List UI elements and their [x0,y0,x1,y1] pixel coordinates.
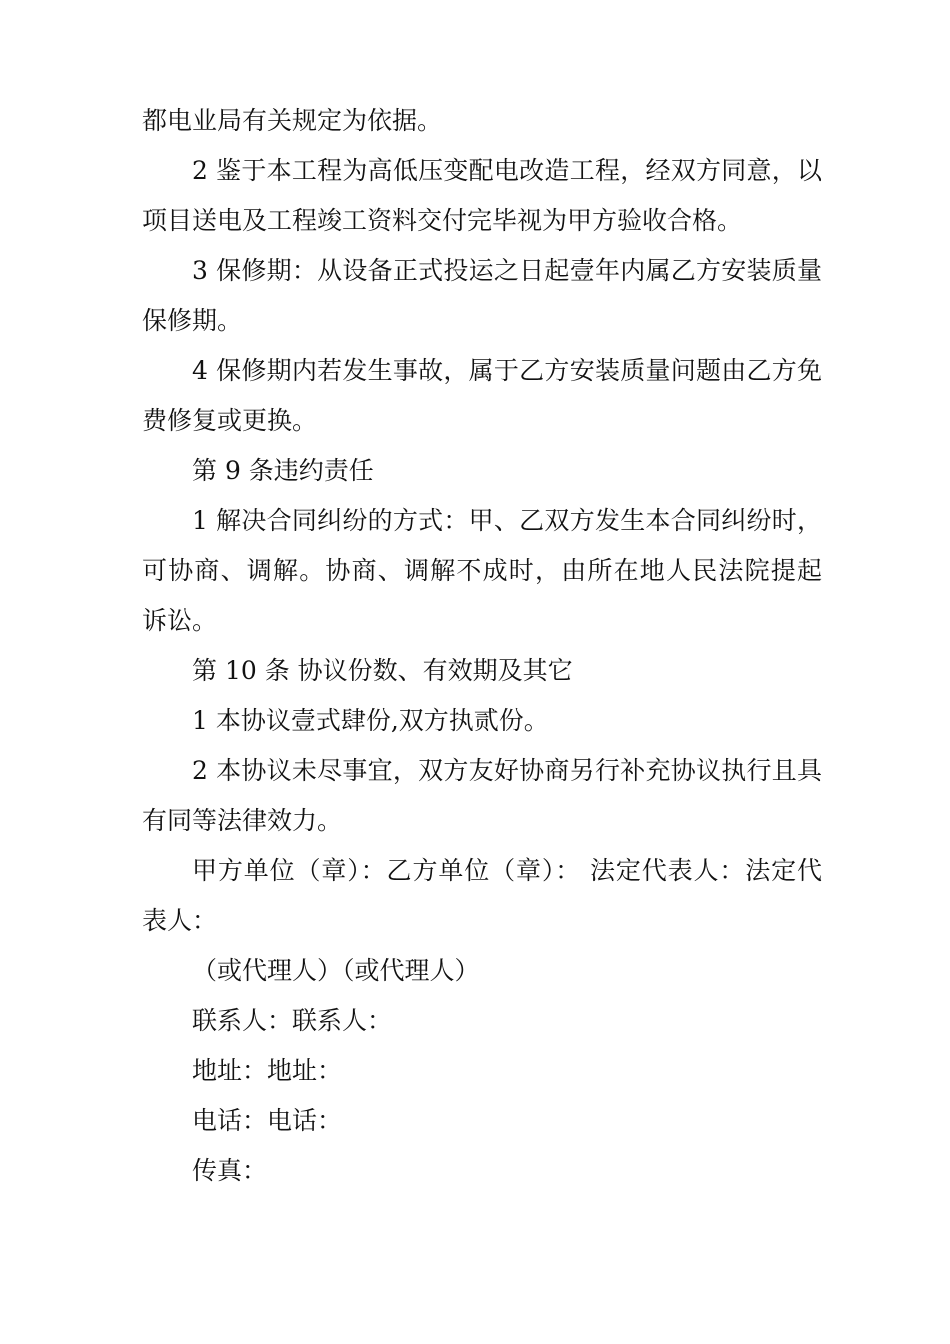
signature-addresses: 地址：地址： [192,1056,343,1085]
paragraph-clause-4: 4 保修期内若发生事故，属于乙方安装质量问题由乙方免费修复或更换。 [142,356,822,435]
signature-phones: 电话：电话： [192,1106,343,1135]
paragraph-supplement: 2 本协议未尽事宜，双方友好协商另行补充协议执行且具有同等法律效力。 [142,756,822,835]
paragraph-copies: 1 本协议壹式肆份,双方执贰份。 [192,706,549,735]
paragraph-clause-2: 2 鉴于本工程为高低压变配电改造工程，经双方同意，以项目送电及工程竣工资料交付完毕视为甲方验收合格。 [142,156,822,235]
heading-article-10: 第 10 条 协议份数、有效期及其它 [192,656,573,685]
signature-agents: （或代理人）（或代理人） [192,956,480,985]
paragraph-continuation: 都电业局有关规定为依据。 [142,106,443,135]
paragraph-clause-3: 3 保修期：从设备正式投运之日起壹年内属乙方安装质量保修期。 [142,256,822,335]
signature-fax: 传真： [192,1156,268,1185]
heading-article-9: 第 9 条违约责任 [192,456,374,485]
document-body [142,96,822,1196]
paragraph-dispute-resolution: 1 解决合同纠纷的方式：甲、乙双方发生本合同纠纷时， 可协商、调解。协商、调解不成时，由所在地人民法院提起 诉讼。 [142,506,822,635]
signature-party-units: 甲方单位（章）：乙方单位（章）： 法定代表人：法定代表人： [142,856,822,935]
signature-contacts: 联系人：联系人： [192,1006,393,1035]
